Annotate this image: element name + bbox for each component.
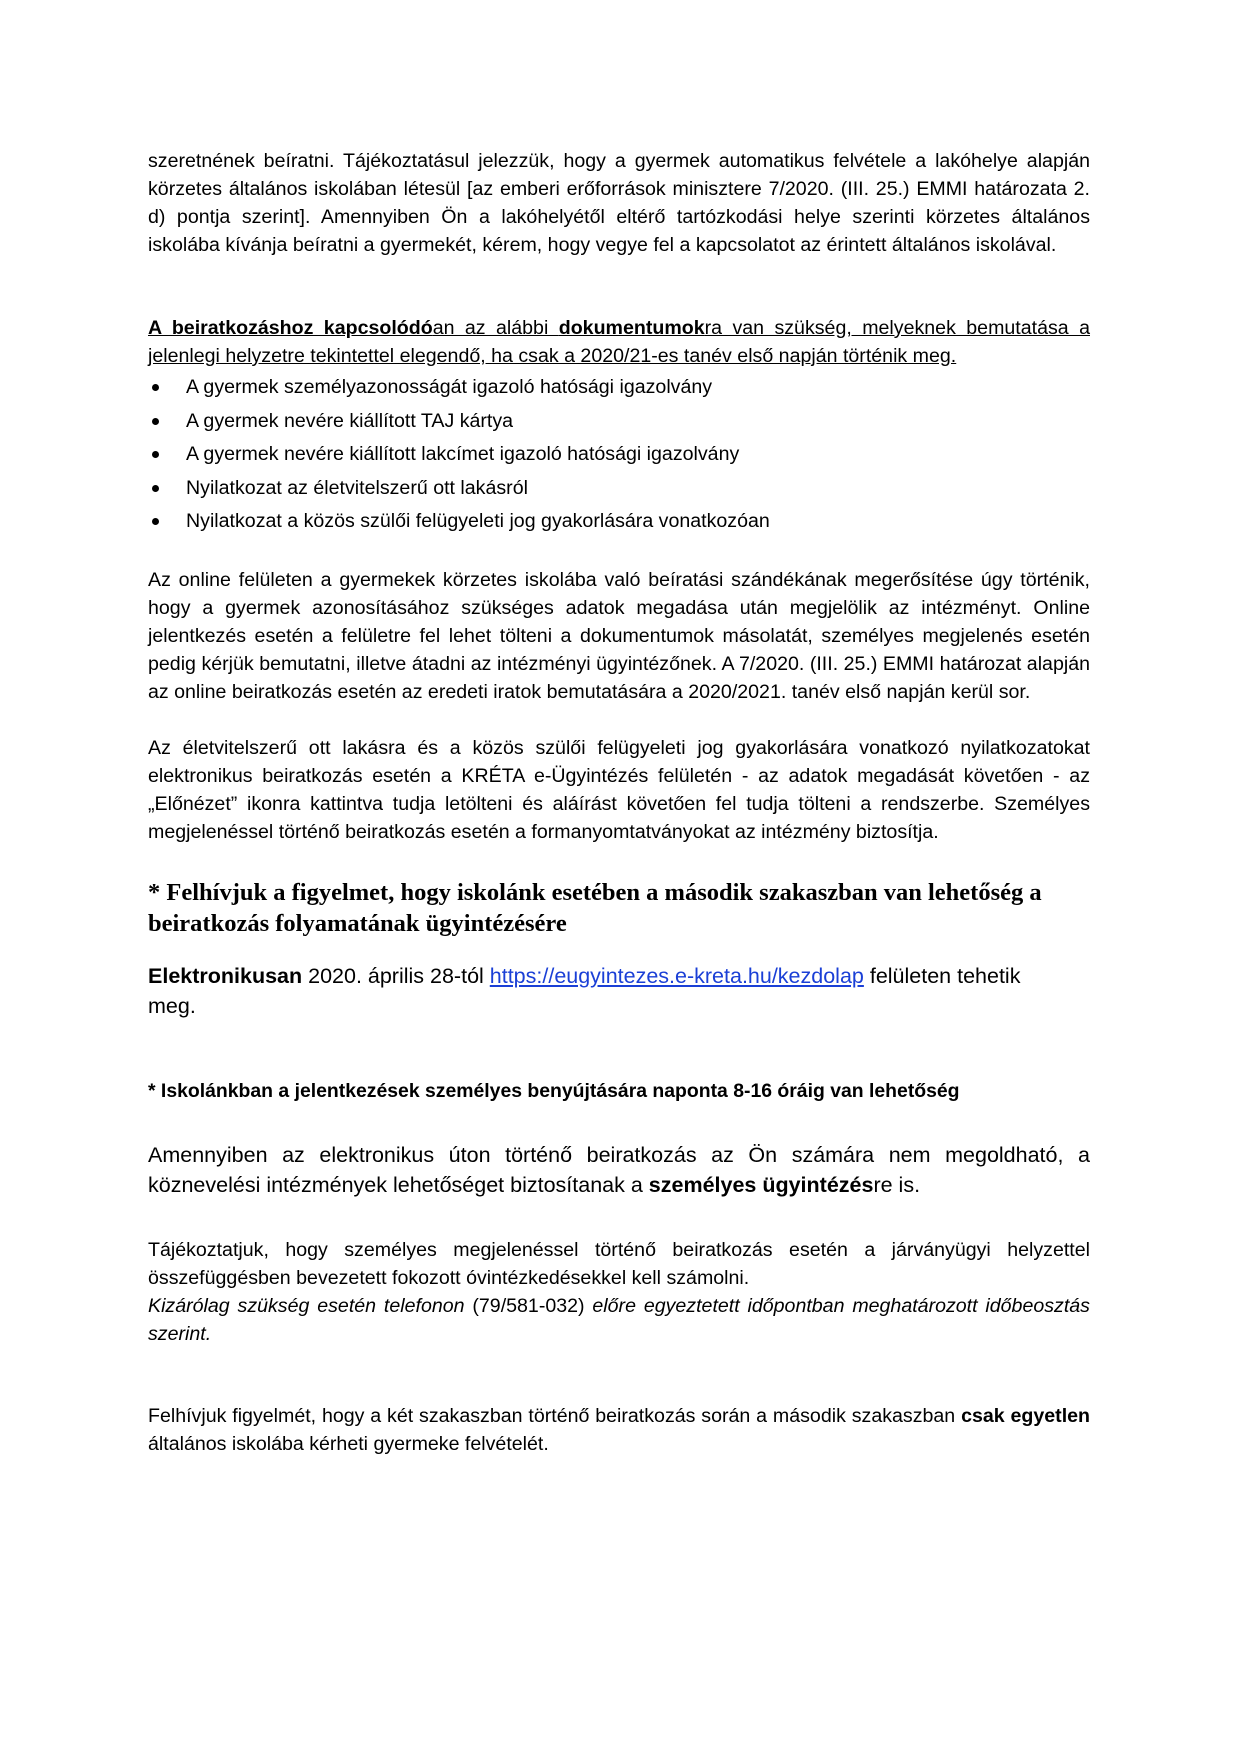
bullet-icon bbox=[152, 418, 159, 425]
documents-list bbox=[148, 371, 1090, 539]
intro-paragraph: szeretnének beíratni. Tájékoztatásul jelezzük, hogy a gyermek automatikus felvétele a lakóhelye alapján körzetes általános iskolában létesül [az emberi erőforrások minisztere 7/2020. (III. 25.) EMMI határozata 2. d) pontja szerint]. Amennyiben Ön a lakóhelyétől eltérő tartózkodási helye szerinti körzetes általános iskolába kívánja beíratni a gyermekét, kérem, hogy vegye fel a kapcsolatot az érintett általános iskolával. bbox=[148, 150, 1090, 256]
personal-paragraph: Amennyiben az elektronikus úton történő beiratkozás az Ön számára nem megoldható, a köznevelési intézmények lehetőséget biztosítanak a személyes ügyintézésre is. bbox=[148, 1143, 1090, 1197]
list-item: A gyermek nevére kiállított TAJ kártya bbox=[148, 405, 1090, 439]
electronic-bold: Elektronikusan bbox=[148, 964, 303, 988]
notice-heading: * Felhívjuk a figyelmet, hogy iskolánk esetében a második szakaszban van lehetőség a beiratkozás folyamatának ügyintézésére bbox=[148, 879, 1042, 937]
documents-intro: A beiratkozáshoz kapcsolódóan az alábbi dokumentumokra van szükség, melyeknek bemutatása a jelenlegi helyzetre tekintettel elegendő, ha csak a 2020/21-es tanév első napján történik meg. bbox=[148, 317, 1090, 367]
bullet-icon bbox=[152, 518, 159, 525]
personal-heading: * Iskolánkban a jelentkezések személyes benyújtására naponta 8-16 óráig van lehetőség bbox=[148, 1080, 960, 1102]
online-paragraph-1: Az online felületen a gyermekek körzetes iskolába való beíratási szándékának megerősítése úgy történik, hogy a gyermek azonosításához szükséges adatok megadása után megjelölik az intézményt. Online jelentkezés esetén a felületre fel lehet tölteni a dokumentumok másolatát, személyes megjelenés esetén pedig kérjük bemutatni, illetve átadni az intézményi ügyintézőnek. A 7/2020. (III. 25.) EMMI határozat alapján az online beiratkozás esetén az eredeti iratok bemutatására a 2020/2021. tanév első napján kerül sor. bbox=[148, 569, 1090, 703]
bullet-icon bbox=[152, 485, 159, 492]
kreta-link[interactable]: https://eugyintezes.e-kreta.hu/kezdolap bbox=[489, 964, 864, 988]
bullet-icon bbox=[152, 451, 159, 458]
final-bold: csak egyetlen bbox=[961, 1405, 1091, 1427]
list-item: A gyermek nevére kiállított lakcímet igazoló hatósági igazolvány bbox=[148, 438, 1090, 472]
electronic-paragraph: Elektronikusan 2020. április 28-tól https://eugyintezes.e-kreta.hu/kezdolap felületen tehetik meg. bbox=[148, 964, 1021, 1018]
personal-bold: személyes ügyintézés bbox=[648, 1173, 874, 1197]
bullet-icon bbox=[152, 384, 159, 391]
online-paragraph-2: Az életvitelszerű ott lakásra és a közös szülői felügyeleti jog gyakorlására vonatkozó nyilatkozatokat elektronikus beiratkozás esetén a KRÉTA e-Ügyintézés felületén - az adatok megadását követően - az „Előnézet” ikonra kattintva tudja letölteni és aláírást követően fel tudja tölteni a rendszerbe. Személyes megjelenéssel történő beiratkozás esetén a formanyomtatványokat az intézmény biztosítja. bbox=[148, 737, 1090, 843]
final-paragraph: Felhívjuk figyelmét, hogy a két szakaszban történő beiratkozás során a második szakaszban csak egyetlen általános iskolába kérheti gyermeke felvételét. bbox=[148, 1405, 1091, 1455]
docs-intro-bold-2: dokumentumok bbox=[558, 317, 705, 339]
epidemic-paragraph: Tájékoztatjuk, hogy személyes megjelenéssel történő beiratkozás esetén a járványügyi helyzettel összefüggésben bevezetett fokozott óvintézkedésekkel kell számolni. Kizárólag szükség esetén telefonon (79/581-032) előre egyeztetett időpontban meghatározott időbeosztás szerint. bbox=[148, 1239, 1090, 1345]
list-item: Nyilatkozat az életvitelszerű ott lakásról bbox=[148, 472, 1090, 506]
list-item: Nyilatkozat a közös szülői felügyeleti jog gyakorlására vonatkozóan bbox=[148, 505, 1090, 539]
list-item: A gyermek személyazonosságát igazoló hatósági igazolvány bbox=[148, 371, 1090, 405]
docs-intro-bold-1: A beiratkozáshoz kapcsolódó bbox=[148, 317, 433, 339]
